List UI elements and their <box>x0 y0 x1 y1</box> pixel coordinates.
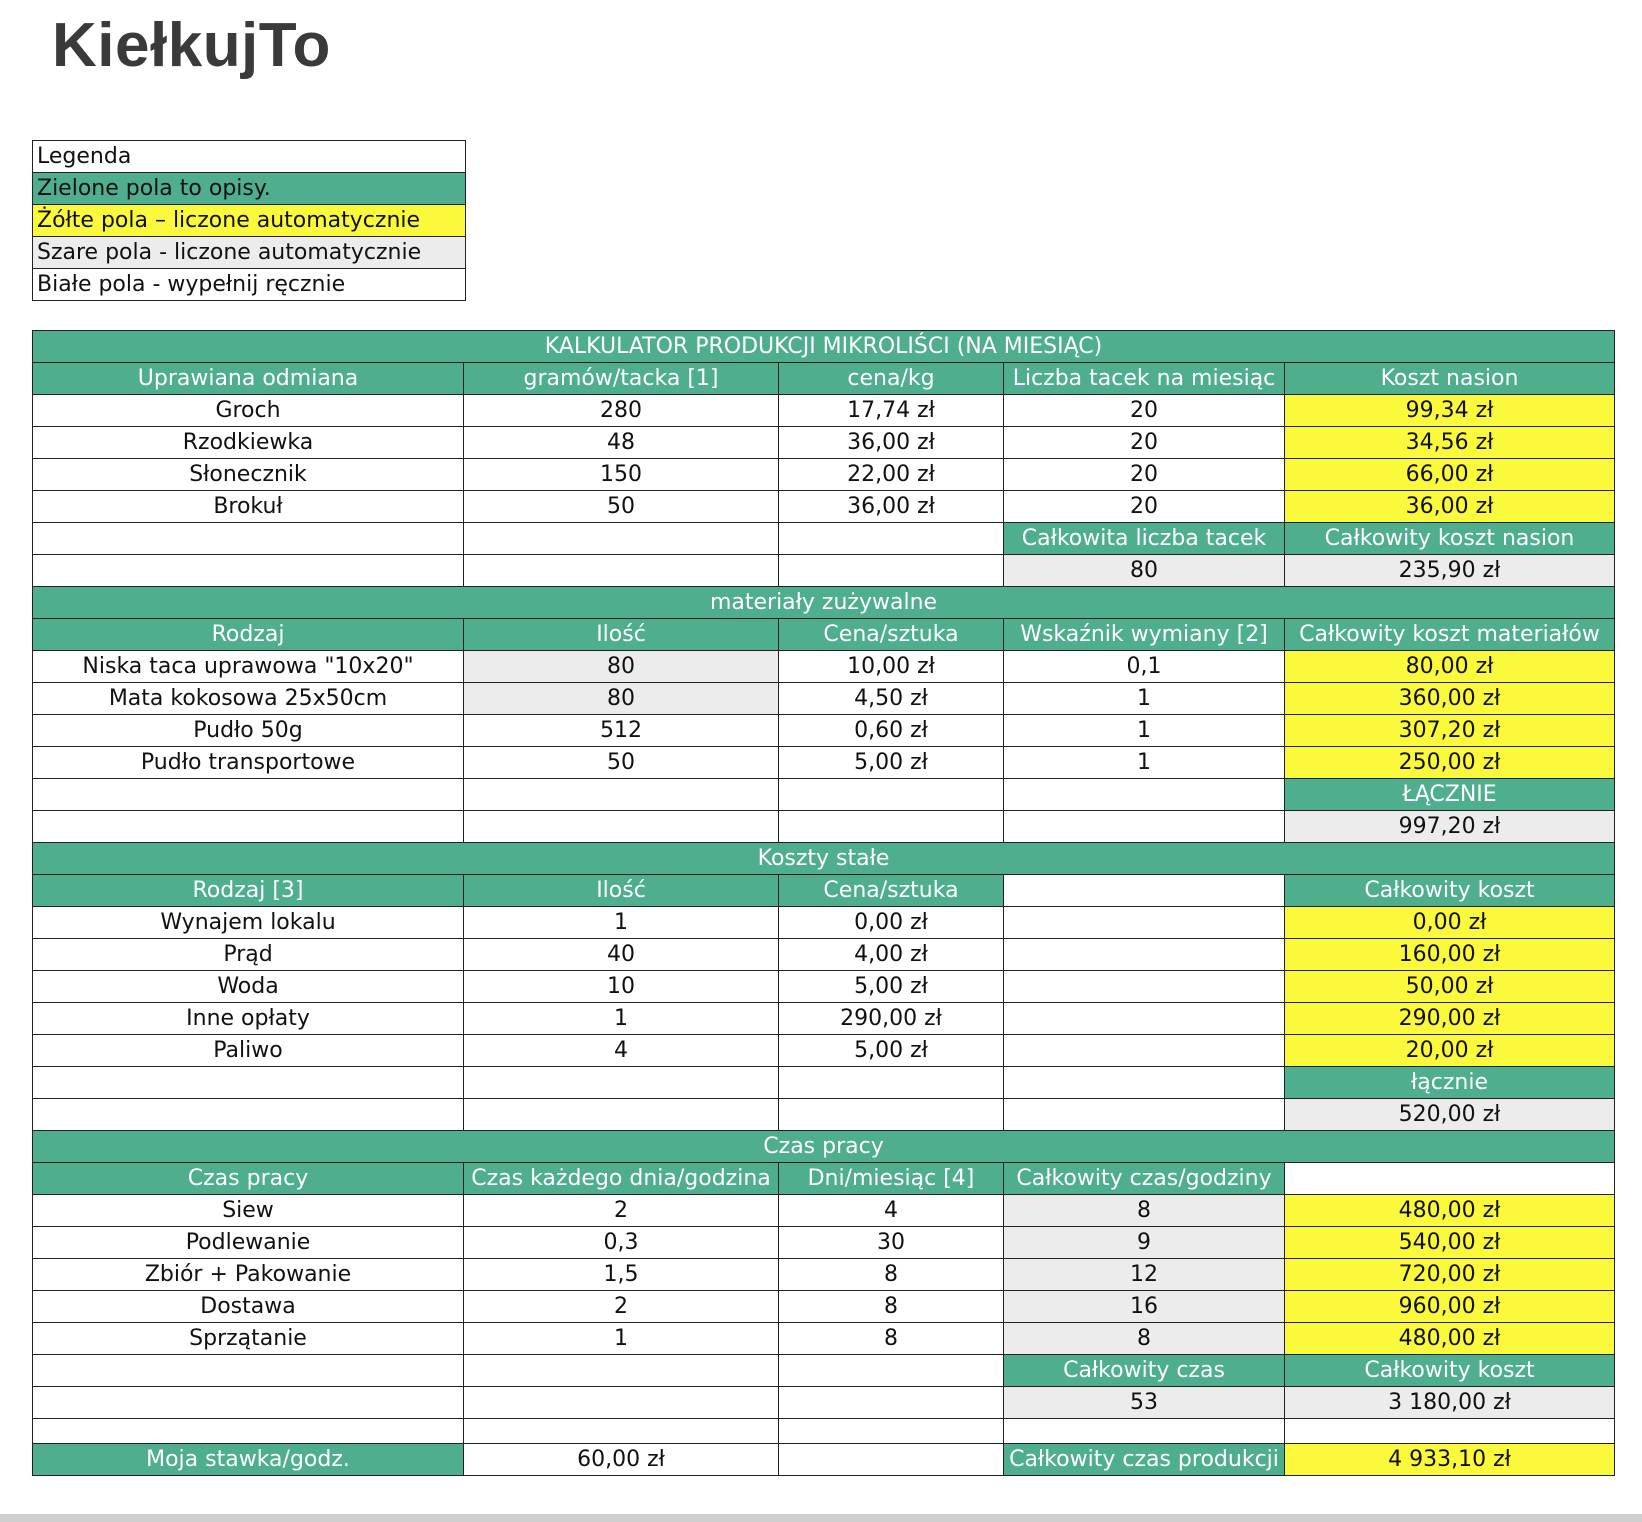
table-row <box>33 363 1615 395</box>
legend-row <box>33 173 466 205</box>
header-cell: Koszt nasion <box>1285 363 1615 395</box>
table-row <box>33 1195 1615 1227</box>
input-cell[interactable]: Wynajem lokalu <box>33 907 464 939</box>
table-row <box>33 491 1615 523</box>
table-row <box>33 523 1615 555</box>
header-cell: Rodzaj <box>33 619 464 651</box>
input-cell[interactable]: 5,00 zł <box>779 747 1004 779</box>
table-row <box>33 907 1615 939</box>
computed-cell: 160,00 zł <box>1285 939 1615 971</box>
input-cell[interactable]: 1 <box>1004 747 1285 779</box>
input-cell[interactable] <box>464 1099 779 1131</box>
table-row <box>33 1163 1615 1195</box>
input-cell[interactable]: 4 <box>779 1195 1004 1227</box>
header-cell: gramów/tacka [1] <box>464 363 779 395</box>
header-cell: łącznie <box>1285 1067 1615 1099</box>
header-cell: Całkowita liczba tacek <box>1004 523 1285 555</box>
input-cell[interactable]: Groch <box>33 395 464 427</box>
input-cell[interactable]: Zbiór + Pakowanie <box>33 1259 464 1291</box>
computed-cell: 53 <box>1004 1387 1285 1419</box>
computed-cell: 360,00 zł <box>1285 683 1615 715</box>
input-cell[interactable]: Pudło transportowe <box>33 747 464 779</box>
table-row <box>33 747 1615 779</box>
table-row <box>33 715 1615 747</box>
computed-cell: 720,00 zł <box>1285 1259 1615 1291</box>
input-cell[interactable]: 36,00 zł <box>779 427 1004 459</box>
input-cell[interactable] <box>33 1419 464 1444</box>
input-cell[interactable]: Podlewanie <box>33 1227 464 1259</box>
input-cell[interactable] <box>779 1444 1004 1476</box>
section-header: Koszty stałe <box>33 843 1615 875</box>
section-header: KALKULATOR PRODUKCJI MIKROLIŚCI (NA MIESIĄC) <box>33 331 1615 363</box>
input-cell[interactable]: 30 <box>779 1227 1004 1259</box>
input-cell[interactable]: Dostawa <box>33 1291 464 1323</box>
header-cell: Ilość <box>464 619 779 651</box>
window-bottom-edge <box>0 1514 1642 1522</box>
computed-cell: 480,00 zł <box>1285 1323 1615 1355</box>
input-cell[interactable] <box>33 1355 464 1387</box>
input-cell[interactable] <box>1004 811 1285 843</box>
table-row <box>33 1099 1615 1131</box>
input-cell[interactable] <box>464 779 779 811</box>
input-cell[interactable] <box>1004 971 1285 1003</box>
calculator-table <box>32 330 1615 1476</box>
table-row <box>33 843 1615 875</box>
computed-cell: 0,00 zł <box>1285 907 1615 939</box>
computed-cell: 960,00 zł <box>1285 1291 1615 1323</box>
input-cell[interactable]: 1,5 <box>464 1259 779 1291</box>
header-cell: Cena/sztuka <box>779 619 1004 651</box>
header-cell: Dni/miesiąc [4] <box>779 1163 1004 1195</box>
table-row <box>33 651 1615 683</box>
table-row <box>33 1323 1615 1355</box>
table-row <box>33 1131 1615 1163</box>
legend-entry: Zielone pola to opisy. <box>33 173 466 205</box>
computed-cell: 80 <box>1004 555 1285 587</box>
header-cell: Moja stawka/godz. <box>33 1444 464 1476</box>
table-row <box>33 587 1615 619</box>
header-cell: Całkowity koszt <box>1285 1355 1615 1387</box>
table-row <box>33 875 1615 907</box>
computed-cell: 34,56 zł <box>1285 427 1615 459</box>
input-cell[interactable] <box>779 1067 1004 1099</box>
input-cell[interactable]: 60,00 zł <box>464 1444 779 1476</box>
input-cell[interactable] <box>33 1099 464 1131</box>
table-row <box>33 331 1615 363</box>
input-cell[interactable] <box>1004 1099 1285 1131</box>
input-cell[interactable]: 20 <box>1004 395 1285 427</box>
input-cell[interactable]: 1 <box>464 1003 779 1035</box>
input-cell[interactable]: 50 <box>464 747 779 779</box>
input-cell[interactable] <box>464 1355 779 1387</box>
input-cell[interactable] <box>464 1419 779 1444</box>
header-cell: Czas każdego dnia/godzina <box>464 1163 779 1195</box>
section-header: materiały zużywalne <box>33 587 1615 619</box>
input-cell[interactable]: 0,1 <box>1004 651 1285 683</box>
header-cell: Całkowity koszt nasion <box>1285 523 1615 555</box>
computed-cell: 12 <box>1004 1259 1285 1291</box>
input-cell[interactable] <box>33 523 464 555</box>
header-cell: ŁĄCZNIE <box>1285 779 1615 811</box>
table-row <box>33 427 1615 459</box>
legend-body <box>33 141 466 301</box>
header-cell: Całkowity czas produkcji <box>1004 1444 1285 1476</box>
table-row <box>33 1387 1615 1419</box>
input-cell[interactable]: 8 <box>779 1323 1004 1355</box>
input-cell[interactable]: 48 <box>464 427 779 459</box>
input-cell[interactable] <box>464 555 779 587</box>
input-cell[interactable] <box>1004 1419 1285 1444</box>
input-cell[interactable]: Słonecznik <box>33 459 464 491</box>
computed-cell: 997,20 zł <box>1285 811 1615 843</box>
computed-cell: 8 <box>1004 1323 1285 1355</box>
computed-cell: 36,00 zł <box>1285 491 1615 523</box>
computed-cell: 307,20 zł <box>1285 715 1615 747</box>
table-row <box>33 619 1615 651</box>
table-row <box>33 779 1615 811</box>
input-cell[interactable] <box>1285 1163 1615 1195</box>
table-row <box>33 939 1615 971</box>
legend-entry: Szare pola - liczone automatycznie <box>33 237 466 269</box>
table-row <box>33 1003 1615 1035</box>
input-cell[interactable] <box>1004 1035 1285 1067</box>
input-cell[interactable] <box>464 523 779 555</box>
table-row <box>33 1291 1615 1323</box>
input-cell[interactable]: 36,00 zł <box>779 491 1004 523</box>
input-cell[interactable]: Sprzątanie <box>33 1323 464 1355</box>
input-cell[interactable]: 20 <box>1004 427 1285 459</box>
computed-cell: 480,00 zł <box>1285 1195 1615 1227</box>
table-row <box>33 395 1615 427</box>
header-cell: Całkowity koszt <box>1285 875 1615 907</box>
input-cell[interactable]: 50 <box>464 491 779 523</box>
input-cell[interactable] <box>33 779 464 811</box>
computed-cell: 99,34 zł <box>1285 395 1615 427</box>
input-cell[interactable]: 40 <box>464 939 779 971</box>
input-cell[interactable]: Pudło 50g <box>33 715 464 747</box>
legend-row <box>33 269 466 301</box>
input-cell[interactable]: Siew <box>33 1195 464 1227</box>
legend-entry: Żółte pola – liczone automatycznie <box>33 205 466 237</box>
input-cell[interactable] <box>1004 1067 1285 1099</box>
header-cell: Uprawiana odmiana <box>33 363 464 395</box>
input-cell[interactable] <box>464 1067 779 1099</box>
computed-cell: 9 <box>1004 1227 1285 1259</box>
computed-cell: 80 <box>464 683 779 715</box>
header-cell: cena/kg <box>779 363 1004 395</box>
input-cell[interactable] <box>33 811 464 843</box>
input-cell[interactable] <box>779 1387 1004 1419</box>
input-cell[interactable]: 20 <box>1004 491 1285 523</box>
computed-cell: 8 <box>1004 1195 1285 1227</box>
input-cell[interactable] <box>1285 1419 1615 1444</box>
input-cell[interactable] <box>1004 907 1285 939</box>
input-cell[interactable] <box>464 1387 779 1419</box>
input-cell[interactable]: 2 <box>464 1291 779 1323</box>
table-row <box>33 555 1615 587</box>
legend-table <box>32 140 466 301</box>
computed-cell: 235,90 zł <box>1285 555 1615 587</box>
input-cell[interactable]: 5,00 zł <box>779 1035 1004 1067</box>
input-cell[interactable]: 2 <box>464 1195 779 1227</box>
input-cell[interactable]: 1 <box>1004 683 1285 715</box>
legend-title: Legenda <box>33 141 466 173</box>
computed-cell: 4 933,10 zł <box>1285 1444 1615 1476</box>
app-title: KiełkujTo <box>52 11 331 80</box>
legend-row <box>33 205 466 237</box>
computed-cell: 20,00 zł <box>1285 1035 1615 1067</box>
header-cell: Całkowity czas/godziny <box>1004 1163 1285 1195</box>
input-cell[interactable] <box>779 779 1004 811</box>
input-cell[interactable]: 290,00 zł <box>779 1003 1004 1035</box>
input-cell[interactable]: 22,00 zł <box>779 459 1004 491</box>
calculator-body <box>33 331 1615 1476</box>
input-cell[interactable]: 20 <box>1004 459 1285 491</box>
input-cell[interactable]: 0,00 zł <box>779 907 1004 939</box>
computed-cell: 80 <box>464 651 779 683</box>
header-cell: Wskaźnik wymiany [2] <box>1004 619 1285 651</box>
legend-row <box>33 237 466 269</box>
computed-cell: 540,00 zł <box>1285 1227 1615 1259</box>
input-cell[interactable] <box>33 555 464 587</box>
input-cell[interactable] <box>779 555 1004 587</box>
input-cell[interactable]: 8 <box>779 1259 1004 1291</box>
input-cell[interactable]: Mata kokosowa 25x50cm <box>33 683 464 715</box>
input-cell[interactable]: 4,50 zł <box>779 683 1004 715</box>
input-cell[interactable] <box>779 811 1004 843</box>
input-cell[interactable] <box>779 1099 1004 1131</box>
input-cell[interactable]: 8 <box>779 1291 1004 1323</box>
input-cell[interactable]: 4,00 zł <box>779 939 1004 971</box>
table-row <box>33 1444 1615 1476</box>
input-cell[interactable]: 150 <box>464 459 779 491</box>
table-row <box>33 811 1615 843</box>
table-row <box>33 1259 1615 1291</box>
input-cell[interactable]: 1 <box>1004 715 1285 747</box>
table-row <box>33 1419 1615 1444</box>
input-cell[interactable]: 4 <box>464 1035 779 1067</box>
input-cell[interactable] <box>1004 939 1285 971</box>
input-cell[interactable] <box>779 1419 1004 1444</box>
input-cell[interactable] <box>1004 875 1285 907</box>
header-cell: Czas pracy <box>33 1163 464 1195</box>
table-row <box>33 971 1615 1003</box>
input-cell[interactable]: Paliwo <box>33 1035 464 1067</box>
input-cell[interactable]: 1 <box>464 907 779 939</box>
input-cell[interactable] <box>779 523 1004 555</box>
input-cell[interactable]: 0,3 <box>464 1227 779 1259</box>
legend-entry: Białe pola - wypełnij ręcznie <box>33 269 466 301</box>
input-cell[interactable]: 0,60 zł <box>779 715 1004 747</box>
table-row <box>33 459 1615 491</box>
input-cell[interactable]: Brokuł <box>33 491 464 523</box>
input-cell[interactable]: Inne opłaty <box>33 1003 464 1035</box>
input-cell[interactable]: 10,00 zł <box>779 651 1004 683</box>
computed-cell: 250,00 zł <box>1285 747 1615 779</box>
table-row <box>33 1067 1615 1099</box>
header-cell: Cena/sztuka <box>779 875 1004 907</box>
header-cell: Liczba tacek na miesiąc <box>1004 363 1285 395</box>
input-cell[interactable]: 10 <box>464 971 779 1003</box>
header-cell: Całkowity czas <box>1004 1355 1285 1387</box>
input-cell[interactable] <box>33 1387 464 1419</box>
input-cell[interactable]: 5,00 zł <box>779 971 1004 1003</box>
input-cell[interactable] <box>1004 1003 1285 1035</box>
input-cell[interactable]: Rzodkiewka <box>33 427 464 459</box>
computed-cell: 520,00 zł <box>1285 1099 1615 1131</box>
computed-cell: 3 180,00 zł <box>1285 1387 1615 1419</box>
header-cell: Rodzaj [3] <box>33 875 464 907</box>
computed-cell: 290,00 zł <box>1285 1003 1615 1035</box>
table-row <box>33 1227 1615 1259</box>
input-cell[interactable] <box>464 811 779 843</box>
table-row <box>33 1035 1615 1067</box>
header-cell: Całkowity koszt materiałów <box>1285 619 1615 651</box>
input-cell[interactable]: 280 <box>464 395 779 427</box>
input-cell[interactable]: Niska taca uprawowa "10x20" <box>33 651 464 683</box>
input-cell[interactable]: 17,74 zł <box>779 395 1004 427</box>
computed-cell: 80,00 zł <box>1285 651 1615 683</box>
section-header: Czas pracy <box>33 1131 1615 1163</box>
computed-cell: 66,00 zł <box>1285 459 1615 491</box>
input-cell[interactable]: Prąd <box>33 939 464 971</box>
computed-cell: 50,00 zł <box>1285 971 1615 1003</box>
table-row <box>33 1355 1615 1387</box>
header-cell: Ilość <box>464 875 779 907</box>
input-cell[interactable] <box>1004 779 1285 811</box>
input-cell[interactable] <box>779 1355 1004 1387</box>
input-cell[interactable] <box>33 1067 464 1099</box>
legend-row <box>33 141 466 173</box>
computed-cell: 16 <box>1004 1291 1285 1323</box>
input-cell[interactable]: Woda <box>33 971 464 1003</box>
input-cell[interactable]: 1 <box>464 1323 779 1355</box>
input-cell[interactable]: 512 <box>464 715 779 747</box>
table-row <box>33 683 1615 715</box>
